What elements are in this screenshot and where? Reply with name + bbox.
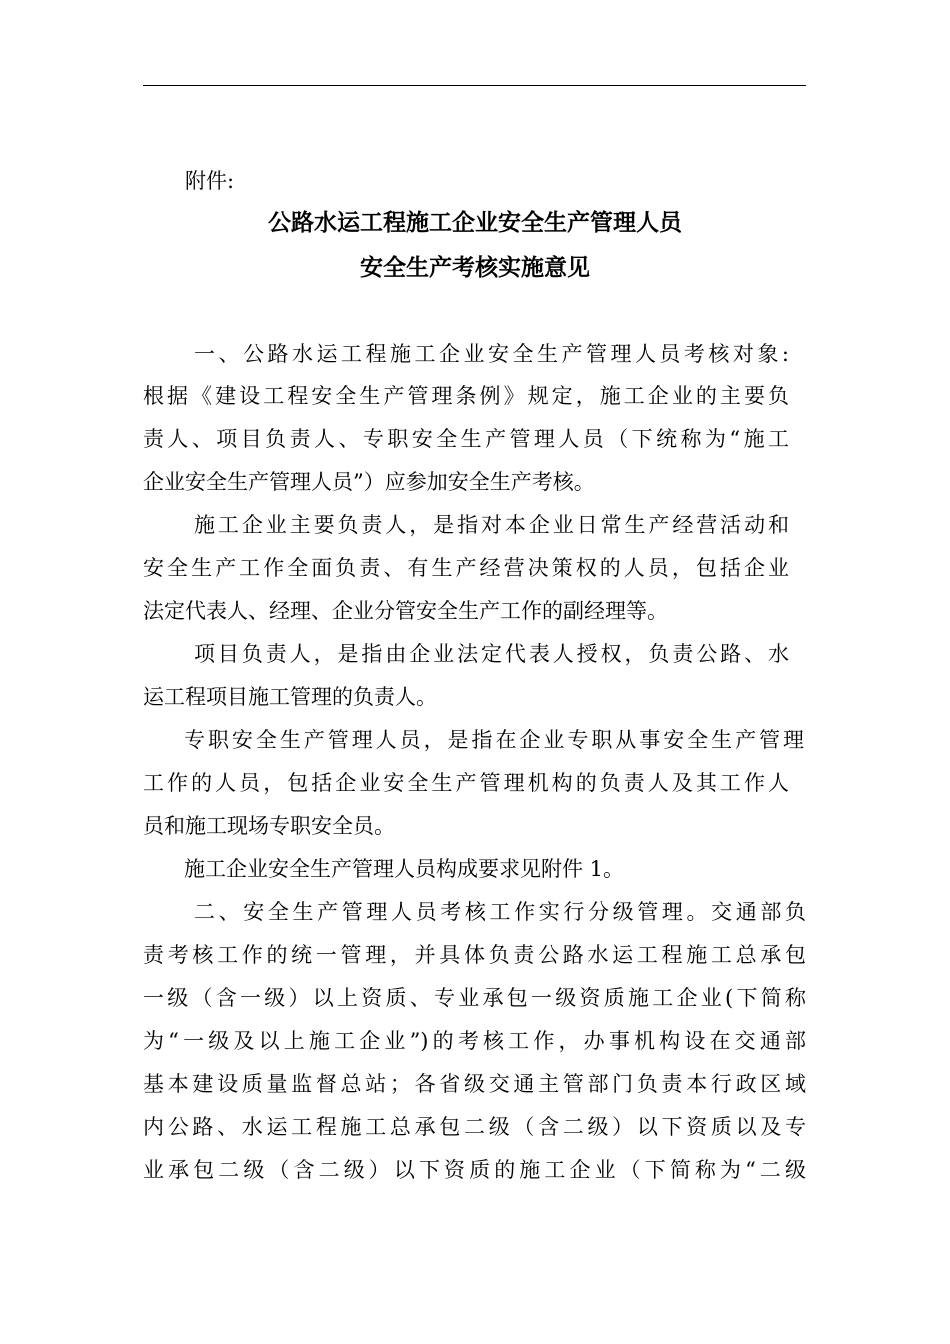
document-title-line-1: 公路水运工程施工企业安全生产管理人员 <box>268 209 682 236</box>
body-line: 专职安全生产管理人员，是指在企业专职从事安全生产管理 <box>184 728 804 752</box>
body-line: 基本建设质量监督总站；各省级交通主管部门负责本行政区域 <box>143 1072 806 1096</box>
body-line: 内公路、水运工程施工总承包二级（含二级）以下资质以及专 <box>143 1115 806 1139</box>
body-line: 企业安全生产管理人员”）应参加安全生产考核。 <box>143 470 595 494</box>
attachment-label: 附件: <box>185 169 235 193</box>
body-line: 法定代表人、经理、企业分管安全生产工作的副经理等。 <box>143 599 668 623</box>
header-rule <box>143 85 806 86</box>
body-line: 责人、项目负责人、专职安全生产管理人员（下统称为“施工 <box>143 427 789 451</box>
body-line: 施工企业主要负责人，是指对本企业日常生产经营活动和 <box>194 513 789 537</box>
body-line: 二、安全生产管理人员考核工作实行分级管理。交通部负 <box>194 900 806 924</box>
body-line: 业承包二级（含二级）以下资质的施工企业（下简称为“二级 <box>143 1158 806 1182</box>
body-line: 一、公路水运工程施工企业安全生产管理人员考核对象: <box>194 342 789 366</box>
body-line: 为“一级及以上施工企业”)的考核工作，办事机构设在交通部 <box>143 1029 806 1053</box>
body-line: 工作的人员，包括企业安全生产管理机构的负责人及其工作人 <box>143 771 789 795</box>
body-line: 运工程项目施工管理的负责人。 <box>143 685 437 709</box>
document-title-line-2: 安全生产考核实施意见 <box>360 254 590 281</box>
body-line: 责考核工作的统一管理，并具体负责公路水运工程施工总承包 <box>143 943 806 967</box>
body-line: 安全生产工作全面负责、有生产经营决策权的人员，包括企业 <box>143 556 789 580</box>
body-line: 员和施工现场专职安全员。 <box>143 814 395 838</box>
body-line: 一级（含一级）以上资质、专业承包一级资质施工企业(下简称 <box>143 986 806 1010</box>
body-line: 根据《建设工程安全生产管理条例》规定，施工企业的主要负 <box>143 384 789 408</box>
body-line: 项目负责人，是指由企业法定代表人授权，负责公路、水 <box>194 642 789 666</box>
body-line: 施工企业安全生产管理人员构成要求见附件 1。 <box>184 857 625 881</box>
